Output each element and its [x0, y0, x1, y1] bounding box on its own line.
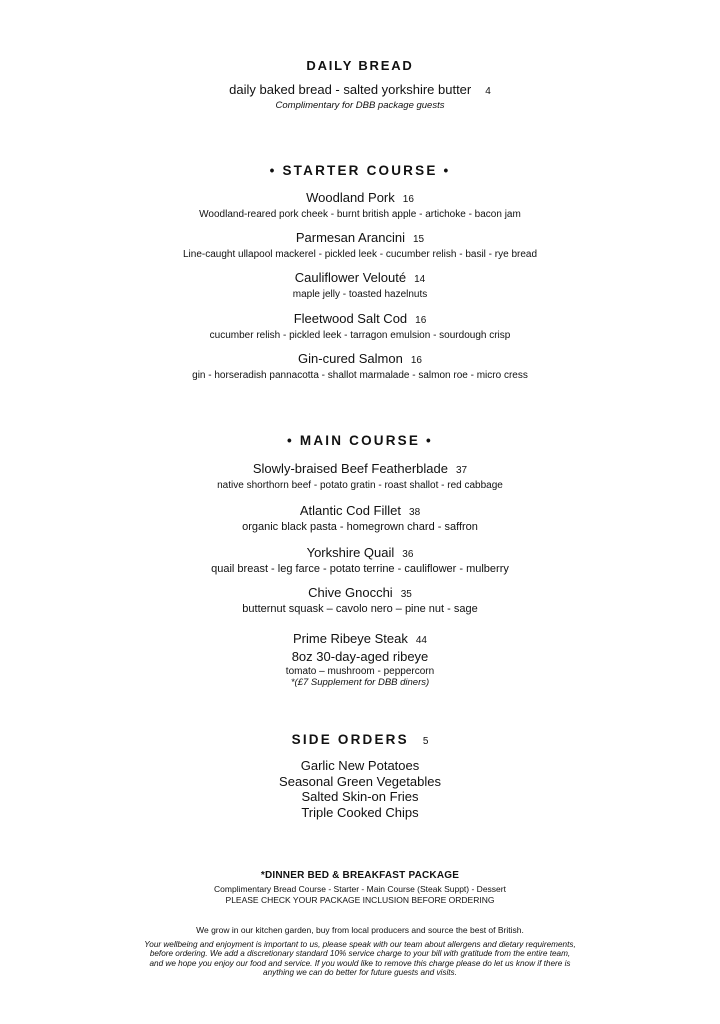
dish-name: Chive Gnocchi [308, 585, 393, 600]
dish-description: quail breast - leg farce - potato terrine - cauliflower - mulberry [211, 563, 509, 575]
sides-price: 5 [422, 736, 429, 747]
dish-price: 16 [410, 355, 422, 366]
side-item: Salted Skin-on Fries [301, 789, 419, 804]
steak-note: *(£7 Supplement for DBB diners) [290, 677, 430, 688]
side-item: Seasonal Green Vegetables [279, 773, 441, 789]
dish-price: 38 [409, 507, 421, 518]
steak-subtitle: 8oz 30-day-aged ribeye [291, 649, 429, 664]
dish-price: 35 [400, 589, 412, 600]
main-item [0, 460, 720, 491]
starter-item [0, 310, 720, 341]
side-item: Garlic New Potatoes [300, 758, 420, 773]
footer-italic-line: and we hope you enjoy our food and service. If you would like to remove this charge please do let us know if there is [149, 958, 571, 968]
dish-name: Gin-cured Salmon [298, 351, 403, 366]
dish-name: Woodland Pork [306, 190, 395, 205]
dish-price: 16 [415, 315, 427, 326]
dish-price: 37 [455, 465, 468, 476]
starter-item [0, 350, 720, 381]
main-item [0, 502, 720, 533]
dish-description: Woodland-reared pork cheek - burnt british apple - artichoke - bacon jam [199, 209, 521, 220]
daily-bread-title: DAILY BREAD [306, 58, 414, 73]
dish-price: 15 [413, 234, 425, 245]
sides-list [0, 758, 720, 820]
dbb-section [0, 870, 720, 906]
starter-title: • STARTER COURSE • [269, 163, 451, 178]
daily-bread-item: daily baked bread - salted yorkshire butter [229, 82, 472, 97]
daily-bread-section [0, 58, 720, 111]
dish-description: organic black pasta - homegrown chard - saffron [242, 521, 478, 533]
dish-price: 44 [415, 635, 427, 646]
dish-description: Line-caught ullapool mackerel - pickled leek - cucumber relish - basil - rye bread [182, 249, 538, 260]
dish-description: gin - horseradish pannacotta - shallot marmalade - salmon roe - micro cress [192, 370, 528, 381]
footer-italic-line: before ordering. We add a discretionary standard 10% service charge to your bill with gratitude from the entire team, [149, 949, 571, 959]
starter-item [0, 229, 720, 260]
footer-sourcing-note: We grow in our kitchen garden, buy from local producers and source the best of British. [196, 925, 524, 935]
starter-section [0, 163, 720, 178]
dish-name: Cauliflower Velouté [294, 270, 407, 285]
sides-section [0, 731, 720, 749]
dbb-line: PLEASE CHECK YOUR PACKAGE INCLUSION BEFORE ORDERING [225, 895, 495, 905]
dbb-line: Complimentary Bread Course - Starter - Main Course (Steak Suppt) - Dessert [214, 884, 506, 894]
footer-italic-block [0, 940, 720, 978]
dish-description: tomato – mushroom - peppercorn [285, 666, 435, 677]
dish-description: native shorthorn beef - potato gratin - roast shallot - red cabbage [217, 480, 503, 491]
daily-bread-note: Complimentary for DBB package guests [275, 100, 445, 111]
dish-description: butternut squask – cavolo nero – pine nut - sage [242, 603, 478, 615]
dish-name: Atlantic Cod Fillet [299, 503, 402, 518]
daily-bread-line [0, 81, 720, 99]
dish-name: Fleetwood Salt Cod [293, 311, 408, 326]
footer-italic-line: anything we can do better for future guests and visits. [263, 968, 457, 978]
dbb-title: *DINNER BED & BREAKFAST PACKAGE [260, 870, 460, 881]
daily-bread-price: 4 [485, 86, 491, 97]
dish-price: 14 [414, 274, 426, 285]
main-title: • MAIN COURSE • [287, 433, 433, 448]
dish-name: Slowly-braised Beef Featherblade [252, 461, 448, 476]
dish-price: 16 [402, 194, 414, 205]
sides-title: SIDE ORDERS [291, 732, 409, 747]
dish-description: cucumber relish - pickled leek - tarragon emulsion - sourdough crisp [209, 330, 511, 341]
dish-name: Parmesan Arancini [295, 230, 405, 245]
steak-item [0, 630, 720, 688]
starter-item [0, 269, 720, 300]
main-item [0, 544, 720, 575]
main-item [0, 584, 720, 615]
starter-item [0, 189, 720, 220]
dish-description: maple jelly - toasted hazelnuts [292, 289, 428, 300]
dish-price: 36 [402, 549, 414, 560]
footer [0, 925, 720, 978]
side-item: Triple Cooked Chips [301, 804, 419, 820]
main-section [0, 433, 720, 448]
dish-name: Prime Ribeye Steak [292, 631, 408, 646]
dish-name: Yorkshire Quail [306, 545, 395, 560]
footer-italic-line: Your wellbeing and enjoyment is important to us, please speak with our team about allergens and dietary requirements, [144, 940, 576, 949]
